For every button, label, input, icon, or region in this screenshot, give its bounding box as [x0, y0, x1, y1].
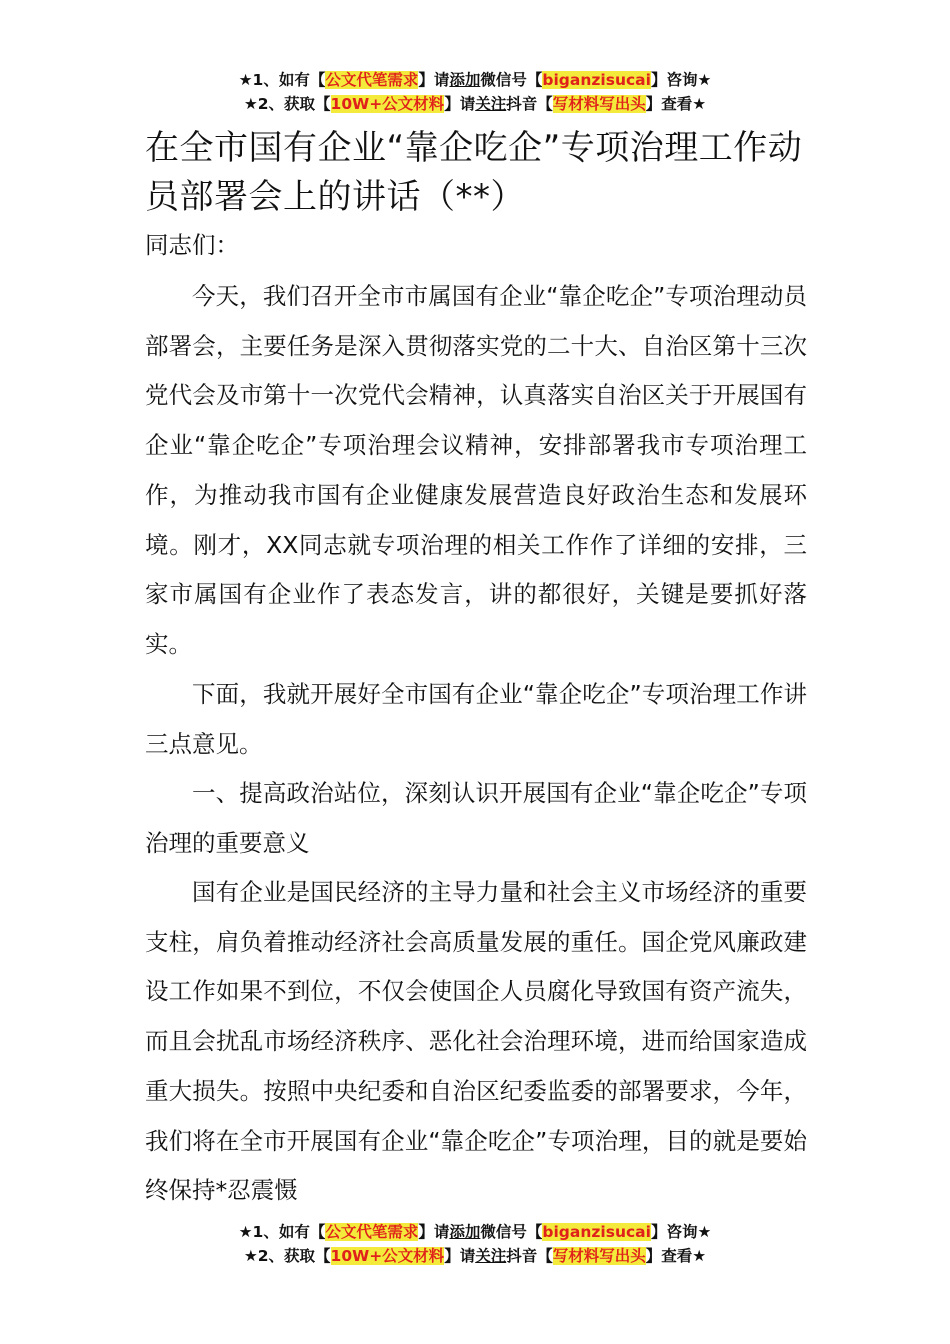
banner-text: 】咨询★ [650, 1223, 712, 1241]
banner-text: ★1、如有【 [238, 1223, 326, 1241]
banner-text: 】查看★ [645, 95, 707, 113]
paragraph: 下面，我就开展好全市国有企业“靠企吃企”专项治理工作讲三点意见。 [145, 680, 807, 758]
promo-banner-line-2 [0, 93, 950, 115]
banner-text: 】咨询★ [650, 71, 712, 89]
banner-text: ★2、获取【 [243, 95, 331, 113]
document-title: 在全市国有企业“靠企吃企”专项治理工作动员部署会上的讲话（**） [145, 128, 803, 217]
highlight-douyin-account: 写材料写出头 [552, 1247, 646, 1265]
highlight-materials: 10W+公文材料 [330, 1247, 445, 1265]
banner-underlined-text: 添加 [449, 71, 481, 89]
banner-text: 】查看★ [645, 1247, 707, 1265]
highlight-service: 公文代笔需求 [325, 71, 419, 89]
highlight-wechat-id: biganzisucai [542, 71, 651, 89]
section-heading: 一、提高政治站位，深刻认识开展国有企业“靠企吃企”专项治理的重要意义 [145, 779, 807, 857]
promo-banner-line-2-bottom [0, 1245, 950, 1267]
paragraph: 今天，我们召开全市市属国有企业“靠企吃企”专项治理动员部署会，主要任务是深入贯彻落实党的二十大、自治区第十三次党代会及市第十一次党代会精神，认真落实自治区关于开展国有企业“靠企吃企”专项治理会议精神，安排部署我市专项治理工作，为推动我市国有企业健康发展营造良好政治生态和发展环境。刚才，XX同志就专项治理的相关工作作了详细的安排，三家市属国有企业作了表态发言，讲的都很好，关键是要抓好落实。 [145, 282, 807, 658]
banner-text: 抖音【 [506, 1247, 553, 1265]
banner-text: 抖音【 [506, 95, 553, 113]
banner-underlined-text: 关注 [475, 1247, 507, 1265]
paragraph: 国有企业是国民经济的主导力量和社会主义市场经济的重要支柱，肩负着推动经济社会高质量发展的重任。国企党风廉政建设工作如果不到位，不仅会使国企人员腐化导致国有资产流失，而且会扰乱市场经济秩序、恶化社会治理环境，进而给国家造成重大损失。按照中央纪委和自治区纪委监委的部署要求，今年，我们将在全市开展国有企业“靠企吃企”专项治理，目的就是要始终保持*忍震慑 [145, 878, 807, 1205]
banner-text: 微信号【 [480, 71, 543, 89]
highlight-materials: 10W+公文材料 [330, 95, 445, 113]
banner-text: 】请 [444, 95, 476, 113]
highlight-douyin-account: 写材料写出头 [552, 95, 646, 113]
highlight-service: 公文代笔需求 [325, 1223, 419, 1241]
promo-banner-line-1 [0, 69, 950, 91]
banner-text: ★2、获取【 [243, 1247, 331, 1265]
banner-text: 】请 [418, 71, 450, 89]
banner-underlined-text: 关注 [475, 95, 507, 113]
banner-text: 微信号【 [480, 1223, 543, 1241]
banner-text: 】请 [418, 1223, 450, 1241]
greeting: 同志们： [145, 231, 239, 259]
banner-underlined-text: 添加 [449, 1223, 481, 1241]
promo-banner-line-1-bottom [0, 1221, 950, 1243]
banner-text: 】请 [444, 1247, 476, 1265]
banner-text: ★1、如有【 [238, 71, 326, 89]
highlight-wechat-id: biganzisucai [542, 1223, 651, 1241]
